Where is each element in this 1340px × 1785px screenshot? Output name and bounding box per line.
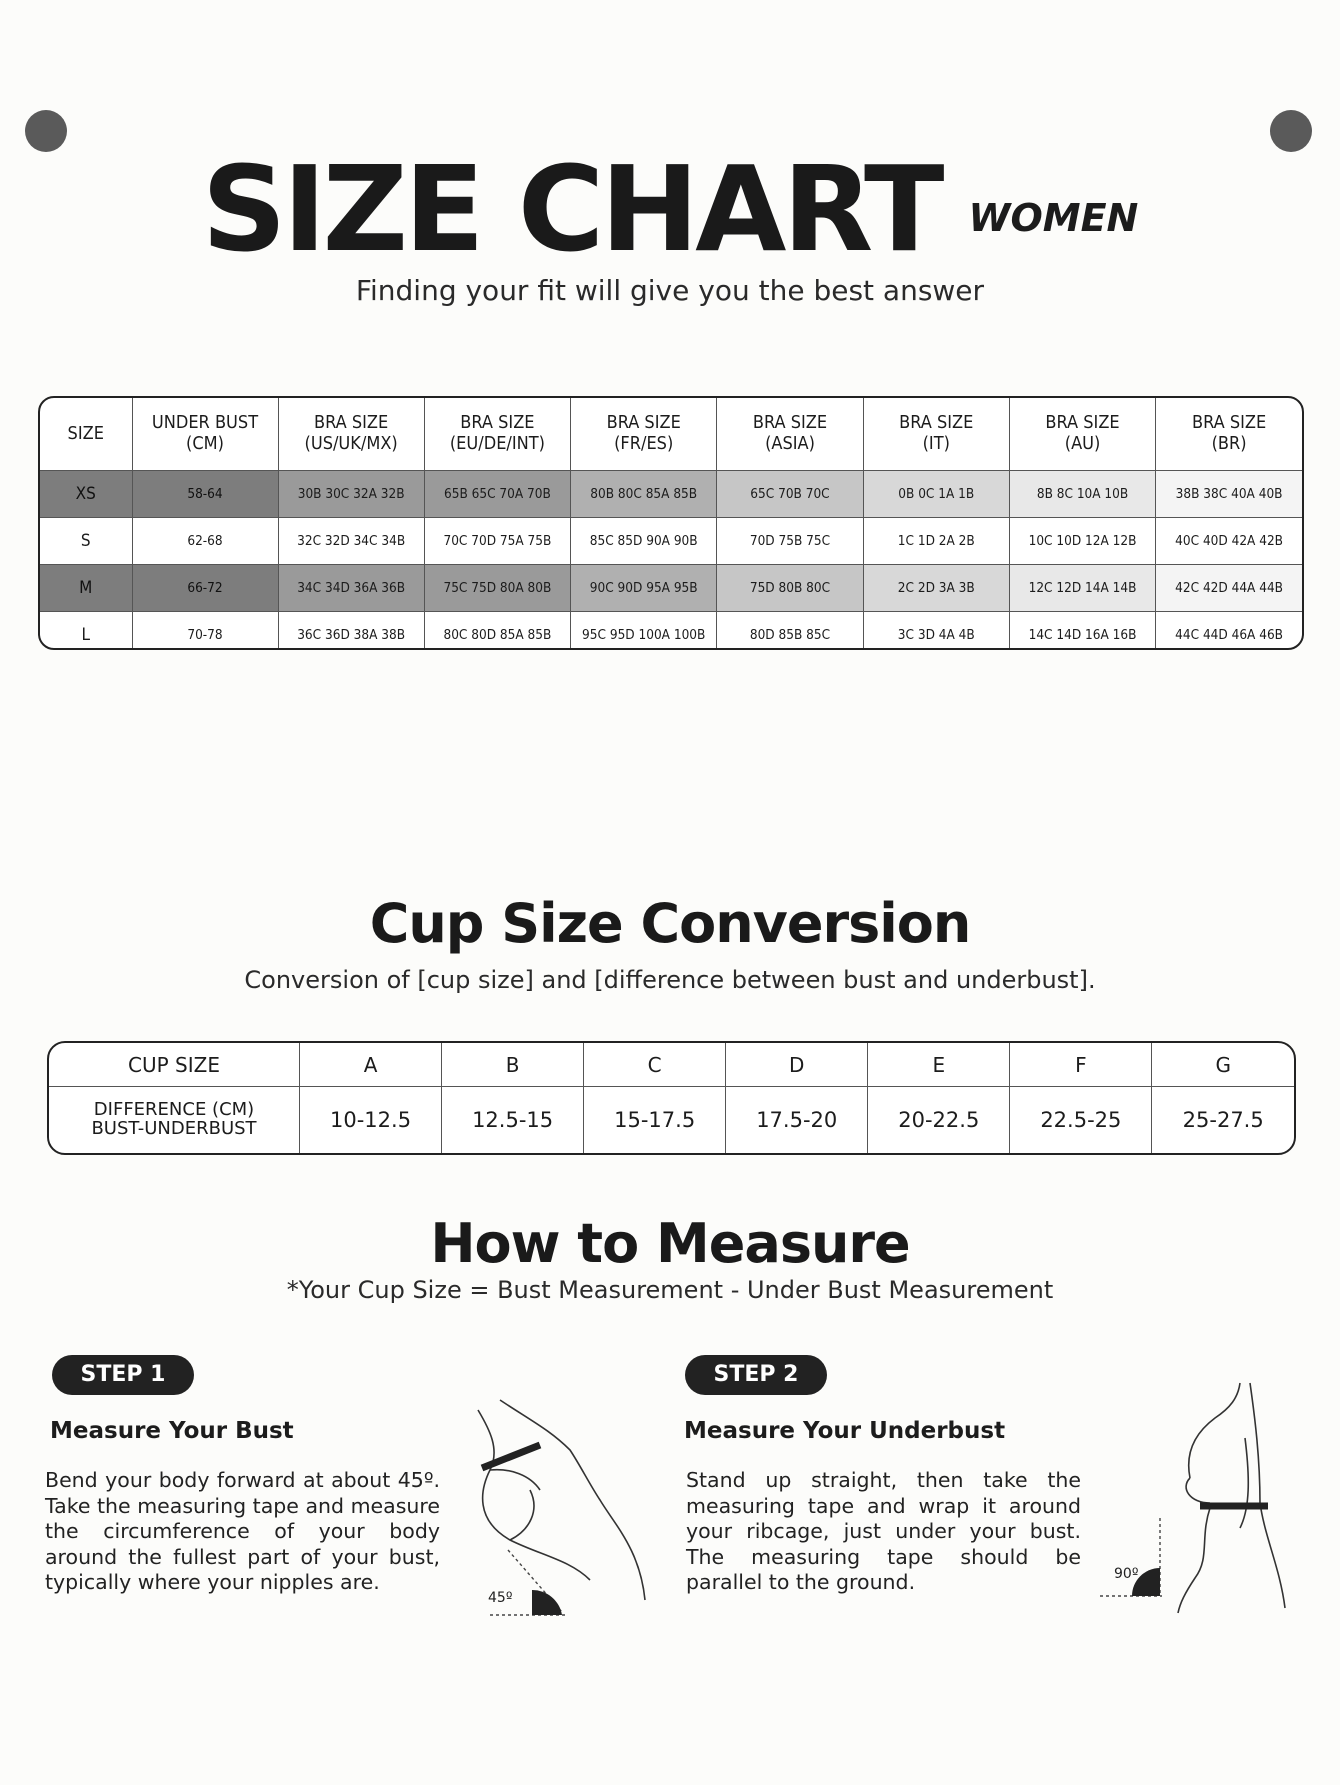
table-cell: 95C 95D 100A 100B <box>571 612 717 651</box>
cup-section-subtitle: Conversion of [cup size] and [difference between bust and underbust]. <box>244 966 1096 994</box>
page-subtitle: Finding your fit will give you the best answer <box>355 274 985 307</box>
difference-cell: 12.5-15 <box>442 1087 584 1153</box>
header-bra-it: BRA SIZE (IT) <box>863 398 1009 471</box>
table-cell: 75D 80B 80C <box>717 565 863 612</box>
table-cell: 65C 70B 70C <box>717 471 863 518</box>
torso-outline <box>1178 1508 1210 1613</box>
table-cell: 3C 3D 4A 4B <box>863 612 1009 651</box>
decorative-dot-left <box>25 110 67 152</box>
header-bra-us: BRA SIZE (US/UK/MX) <box>278 398 424 471</box>
table-row <box>40 471 1302 518</box>
cup-cell: D <box>726 1043 868 1087</box>
underbust-measure-illustration <box>1100 1378 1300 1618</box>
angle-label-45: 45º <box>488 1590 513 1606</box>
table-cell: 75C 75D 80A 80B <box>424 565 570 612</box>
difference-cell: 25-27.5 <box>1152 1087 1294 1153</box>
size-cell: S <box>40 518 132 565</box>
table-cell: 2C 2D 3A 3B <box>863 565 1009 612</box>
table-cell: 80C 80D 85A 85B <box>424 612 570 651</box>
size-cell: M <box>40 565 132 612</box>
measure-section-title: How to Measure <box>430 1212 910 1275</box>
bust-measure-illustration <box>470 1390 650 1620</box>
table-cell: 8B 8C 10A 10B <box>1009 471 1155 518</box>
step1-heading: Measure Your Bust <box>50 1418 294 1444</box>
table-cell: 44C 44D 46A 46B <box>1156 612 1302 651</box>
table-cell: 65B 65C 70A 70B <box>424 471 570 518</box>
table-row <box>40 612 1302 651</box>
cup-row <box>49 1043 1294 1087</box>
header-bra-br: BRA SIZE (BR) <box>1156 398 1302 471</box>
header-bra-asia: BRA SIZE (ASIA) <box>717 398 863 471</box>
table-cell: 40C 40D 42A 42B <box>1156 518 1302 565</box>
difference-row <box>49 1087 1294 1153</box>
difference-cell: 15-17.5 <box>584 1087 726 1153</box>
cup-cell: B <box>442 1043 584 1087</box>
header-size: SIZE <box>67 422 104 444</box>
arm-outline <box>510 1490 534 1540</box>
measuring-tape <box>482 1445 540 1468</box>
table-cell: 0B 0C 1A 1B <box>863 471 1009 518</box>
page-title: SIZE CHART <box>201 140 941 278</box>
header-bra-fr: BRA SIZE (FR/ES) <box>571 398 717 471</box>
cup-size-label: CUP SIZE <box>128 1052 220 1077</box>
table-cell: 34C 34D 36A 36B <box>278 565 424 612</box>
difference-cell: 20-22.5 <box>868 1087 1010 1153</box>
measure-section-subtitle: *Your Cup Size = Bust Measurement - Under Bust Measurement <box>286 1276 1054 1304</box>
table-cell: 42C 42D 44A 44B <box>1156 565 1302 612</box>
cup-cell: F <box>1010 1043 1152 1087</box>
size-chart-table <box>38 396 1304 650</box>
table-cell: 80B 80C 85A 85B <box>571 471 717 518</box>
size-cell: L <box>40 612 132 651</box>
difference-cell: 10-12.5 <box>300 1087 442 1153</box>
table-cell: 14C 14D 16A 16B <box>1009 612 1155 651</box>
step2-pill: STEP 2 <box>685 1355 827 1395</box>
size-cell: XS <box>40 471 132 518</box>
step2-heading: Measure Your Underbust <box>684 1418 1006 1444</box>
underbust-cell: 66-72 <box>132 565 278 612</box>
difference-label: DIFFERENCE (CM) BUST-UNDERBUST <box>49 1087 300 1153</box>
bust-outline <box>1186 1478 1210 1503</box>
table-row <box>40 565 1302 612</box>
bust-outline <box>490 1470 540 1490</box>
difference-cell: 17.5-20 <box>726 1087 868 1153</box>
body-outline <box>1189 1383 1240 1478</box>
table-cell: 1C 1D 2A 2B <box>863 518 1009 565</box>
header-bra-au: BRA SIZE (AU) <box>1009 398 1155 471</box>
arm-outline <box>1240 1438 1248 1528</box>
difference-cell: 22.5-25 <box>1010 1087 1152 1153</box>
table-cell: 90C 90D 95A 95B <box>571 565 717 612</box>
cup-cell: E <box>868 1043 1010 1087</box>
back-outline <box>500 1400 645 1600</box>
underbust-cell: 62-68 <box>132 518 278 565</box>
cup-cell: G <box>1152 1043 1294 1087</box>
table-cell: 10C 10D 12A 12B <box>1009 518 1155 565</box>
table-row <box>40 518 1302 565</box>
size-table-header <box>40 398 1302 471</box>
angle-label-90: 90º <box>1114 1566 1139 1582</box>
table-cell: 32C 32D 34C 34B <box>278 518 424 565</box>
header-bra-eu: BRA SIZE (EU/DE/INT) <box>424 398 570 471</box>
cup-cell: A <box>300 1043 442 1087</box>
table-cell: 38B 38C 40A 40B <box>1156 471 1302 518</box>
cup-cell: C <box>584 1043 726 1087</box>
table-cell: 12C 12D 14A 14B <box>1009 565 1155 612</box>
title-block <box>0 140 1340 278</box>
step1-pill: STEP 1 <box>52 1355 194 1395</box>
table-cell: 36C 36D 38A 38B <box>278 612 424 651</box>
angle-wedge <box>532 1590 562 1615</box>
body-outline <box>478 1410 590 1580</box>
decorative-dot-right <box>1270 110 1312 152</box>
table-cell: 85C 85D 90A 90B <box>571 518 717 565</box>
table-cell: 80D 85B 85C <box>717 612 863 651</box>
table-cell: 70C 70D 75A 75B <box>424 518 570 565</box>
cup-section-title: Cup Size Conversion <box>369 892 971 955</box>
cup-size-table <box>47 1041 1296 1155</box>
gender-tag: WOMEN <box>968 196 1139 240</box>
step1-text: Bend your body forward at about 45º. Take the measuring tape and measure the circumference of your body around the fullest part of your bust, typically where your nipples are. <box>45 1468 440 1594</box>
table-cell: 70D 75B 75C <box>717 518 863 565</box>
back-outline <box>1250 1383 1285 1608</box>
underbust-cell: 58-64 <box>132 471 278 518</box>
table-cell: 30B 30C 32A 32B <box>278 471 424 518</box>
header-underbust: UNDER BUST (CM) <box>132 398 278 471</box>
underbust-cell: 70-78 <box>132 612 278 651</box>
step2-text: Stand up straight, then take the measuring tape and wrap it around your ribcage, just under your bust. The measuring tape should be parallel to the ground. <box>686 1468 1081 1594</box>
